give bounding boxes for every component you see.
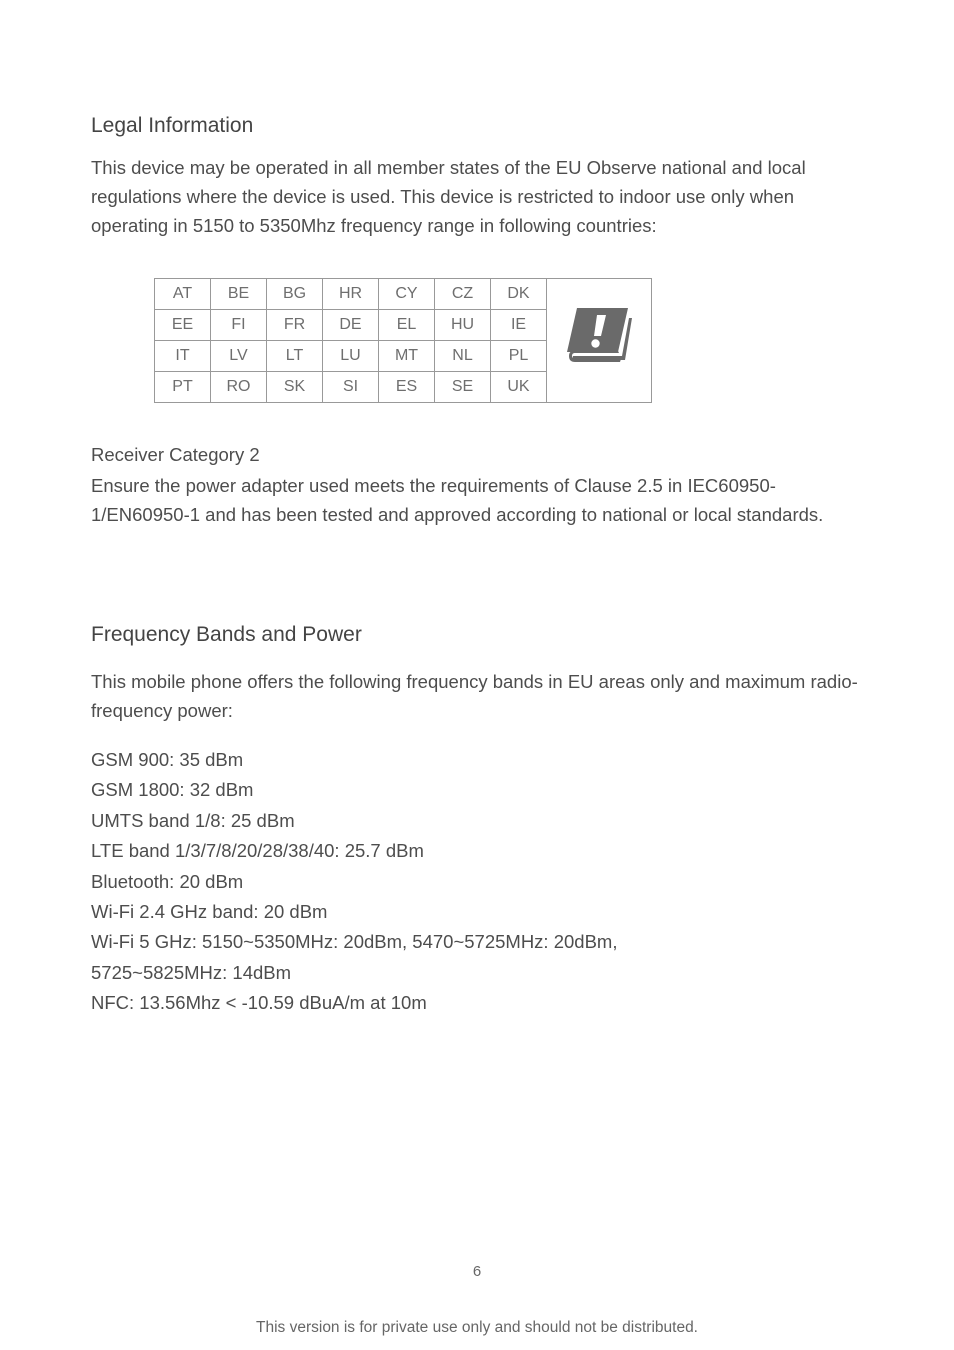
country-cell: UK [491,372,547,403]
table-row [155,279,652,310]
country-cell: AT [155,279,211,310]
country-cell: EE [155,310,211,341]
country-restriction-table [154,278,652,403]
country-cell: FI [211,310,267,341]
country-cell: BG [267,279,323,310]
country-cell: SI [323,372,379,403]
power-adapter-text: Ensure the power adapter used meets the requirements of Clause 2.5 in IEC60950-1/EN60950-1 and has been tested and approved according to national or local standards. [91,475,824,525]
country-cell: SK [267,372,323,403]
list-item: GSM 900: 35 dBm [91,749,244,770]
restriction-warning-icon [565,306,633,370]
receiver-category-text: Receiver Category 2 [91,444,260,465]
list-item: NFC: 13.56Mhz < -10.59 dBuA/m at 10m [91,992,427,1014]
country-cell: CY [379,279,435,310]
country-cell: PL [491,341,547,372]
page-number: 6 [472,1263,482,1280]
footer-note: This version is for private use only and should not be distributed. [256,1319,698,1336]
icon-cell [547,279,652,403]
country-cell: HR [323,279,379,310]
country-cell: IE [491,310,547,341]
frequency-bands-list [91,745,617,1019]
country-cell: RO [211,372,267,403]
list-item: GSM 1800: 32 dBm [91,779,254,801]
country-cell: ES [379,372,435,403]
list-item: LTE band 1/3/7/8/20/28/38/40: 25.7 dBm [91,840,424,862]
list-item: Bluetooth: 20 dBm [91,870,244,892]
country-cell: SE [435,372,491,403]
country-cell: BE [211,279,267,310]
country-cell: MT [379,341,435,372]
frequency-bands-intro: This mobile phone offers the following frequency bands in EU areas only and maximum radio-frequency power: [91,671,858,721]
country-cell: PT [155,372,211,403]
legal-information-heading: Legal Information [91,114,254,137]
legal-information-text: This device may be operated in all member states of the EU Observe national and local regulations where the device is used. This device is restricted to indoor use only when operating in 5150 to 5350Mhz frequency range in following countries: [91,157,806,236]
frequency-bands-heading: Frequency Bands and Power [91,623,362,646]
country-cell: NL [435,341,491,372]
country-cell: IT [155,341,211,372]
country-cell: HU [435,310,491,341]
country-cell: LT [267,341,323,372]
country-cell: LU [323,341,379,372]
list-item: 5725~5825MHz: 14dBm [91,961,292,983]
country-cell: DK [491,279,547,310]
country-cell: EL [379,310,435,341]
country-cell: LV [211,341,267,372]
list-item: Wi-Fi 2.4 GHz band: 20 dBm [91,901,328,923]
country-cell: FR [267,310,323,341]
country-cell: CZ [435,279,491,310]
list-item: Wi-Fi 5 GHz: 5150~5350MHz: 20dBm, 5470~5725MHz: 20dBm, [91,931,618,953]
list-item: UMTS band 1/8: 25 dBm [91,809,295,831]
country-cell: DE [323,310,379,341]
